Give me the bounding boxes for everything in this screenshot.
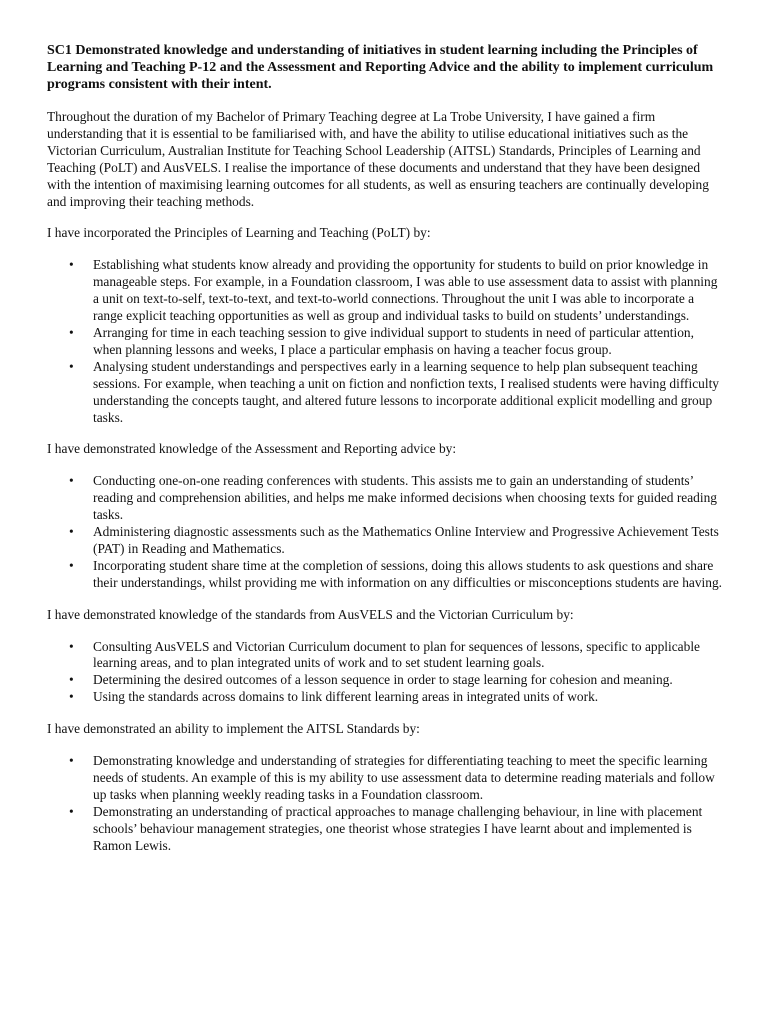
- list-item-text: Incorporating student share time at the completion of sessions, doing this allows students to ask questions and share their understandings, whilst providing me with information on any difficulties or misconceptions students are having.: [93, 557, 723, 590]
- bullet-icon: •: [69, 672, 74, 688]
- section-lead-assessment: I have demonstrated knowledge of the Assessment and Reporting advice by:: [47, 441, 457, 457]
- section-lead-aitsl: I have demonstrated an ability to implement the AITSL Standards by:: [47, 721, 420, 737]
- list-item: [47, 639, 724, 673]
- list-item-text: Demonstrating an understanding of practical approaches to manage challenging behaviour, in line with placement schools’ behaviour management strategies, one theorist whose strategies I have learnt about and implemented is Ramon Lewis.: [93, 803, 703, 853]
- list-item-text: Conducting one-on-one reading conferences with students. This assists me to gain an understanding of students’ reading and comprehension abilities, and helps me make informed decisions when choosing texts for guided reading tasks.: [93, 473, 717, 523]
- list-item: [47, 689, 724, 706]
- list-item-text: Analysing student understandings and perspectives early in a learning sequence to help plan subsequent teaching sessions. For example, when teaching a unit on fiction and nonfiction texts, I realised students were having difficulty understanding the concepts taught, and altered future lessons to incorporate additional explicit modelling and group tasks.: [93, 358, 719, 425]
- list-item: [47, 558, 724, 592]
- bullet-icon: •: [69, 257, 74, 273]
- bullet-icon: •: [69, 753, 74, 769]
- list-item-text: Demonstrating knowledge and understanding of strategies for differentiating teaching to meet the specific learning needs of students. An example of this is my ability to use assessment data to determine reading materials and follow up tasks when planning weekly reading tasks in a Foundation classroom.: [93, 753, 715, 802]
- list-item-text: Using the standards across domains to link different learning areas in integrated units of work.: [93, 689, 599, 705]
- list-item: [47, 325, 724, 359]
- section-lead-polt: I have incorporated the Principles of Learning and Teaching (PoLT) by:: [47, 225, 431, 241]
- list-item-text: Determining the desired outcomes of a lesson sequence in order to stage learning for cohesion and meaning.: [93, 672, 673, 688]
- bullet-icon: •: [69, 638, 74, 654]
- bullet-list-polt: [47, 257, 724, 426]
- list-item: [47, 524, 724, 558]
- intro-paragraph: Throughout the duration of my Bachelor of Primary Teaching degree at La Trobe University, I have gained a firm understanding that it is essential to be familiarised with, and have the ability to utilise educational initiatives such as the Victorian Curriculum, Australian Institute for Teaching School Leadership (AITSL) Standards, Principles of Learning and Teaching (PoLT) and AusVELS. I realise the importance of these documents and understand that they have been designed with the intention of maximising learning outcomes for all students, as well as ensuring teachers are continually developing and improving their teaching methods.: [47, 109, 709, 209]
- list-item-text: Administering diagnostic assessments such as the Mathematics Online Interview and Progressive Achievement Tests (PAT) in Reading and Mathematics.: [93, 524, 719, 556]
- section-lead-ausvels: I have demonstrated knowledge of the standards from AusVELS and the Victorian Curriculum by:: [47, 606, 574, 622]
- list-item: [47, 473, 724, 524]
- bullet-list-ausvels: [47, 639, 724, 707]
- list-item: [47, 257, 724, 325]
- list-item: [47, 359, 724, 427]
- bullet-icon: •: [69, 358, 74, 374]
- bullet-list-aitsl: [47, 753, 724, 854]
- bullet-icon: •: [69, 803, 74, 819]
- bullet-icon: •: [69, 689, 74, 705]
- bullet-icon: •: [69, 324, 74, 340]
- list-item-text: Establishing what students know already and providing the opportunity for students to build on prior knowledge in manageable steps. For example, in a Foundation classroom, I was able to use assessment data to assist with planning a unit on text-to-self, text-to-text, and text-to-world connections. Throughout the unit I was able to incorporate a range explicit teaching opportunities as well as group and individual tasks to build on students’ understandings.: [93, 257, 718, 324]
- list-item-text: Arranging for time in each teaching session to give individual support to students in need of particular attention, when planning lessons and weeks, I place a particular emphasis on having a teacher focus group.: [93, 324, 694, 357]
- criterion-heading: SC1 Demonstrated knowledge and understanding of initiatives in student learning including the Principles of Learning and Teaching P-12 and the Assessment and Reporting Advice and the ability to implement curriculum programs consistent with their intent.: [47, 43, 714, 92]
- list-item: [47, 672, 724, 689]
- list-item: [47, 753, 724, 804]
- bullet-list-assessment: [47, 473, 724, 591]
- bullet-icon: •: [69, 473, 74, 489]
- bullet-icon: •: [69, 557, 74, 573]
- list-item-text: Consulting AusVELS and Victorian Curriculum document to plan for sequences of lessons, specific to applicable learning areas, and to plan integrated units of work and to set student learning goals.: [93, 638, 700, 671]
- list-item: [47, 804, 724, 855]
- bullet-icon: •: [69, 524, 74, 540]
